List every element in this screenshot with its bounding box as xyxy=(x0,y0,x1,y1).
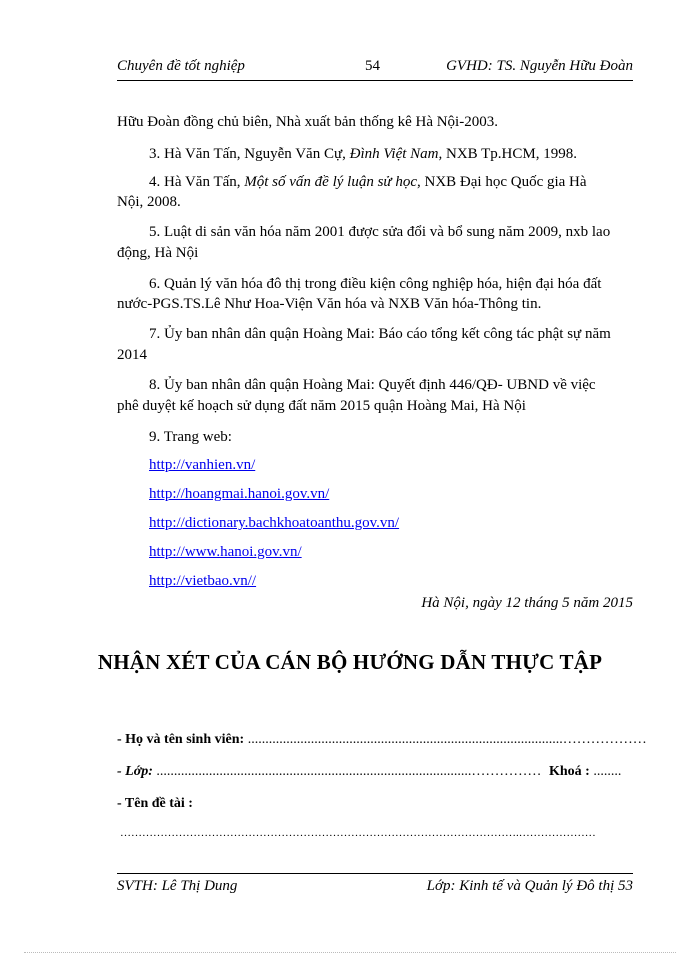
faculty-label: Khoá : xyxy=(549,764,590,779)
topic-label: - Tên đề tài : xyxy=(117,796,193,811)
reference-4-line2: Nội, 2008. xyxy=(117,194,181,210)
header-doc-type: Chuyên đề tốt nghiệp xyxy=(117,58,245,74)
link-dictionary[interactable]: http://dictionary.bachkhoatoanthu.gov.vn/ xyxy=(149,515,400,531)
faculty-blank: ........ xyxy=(589,764,622,779)
reference-3-title: Đình Việt Nam, xyxy=(349,146,443,162)
faculty-field xyxy=(549,764,621,780)
footer-student: SVTH: Lê Thị Dung xyxy=(117,878,238,894)
reference-4-title: Một số vấn đề lý luận sử học xyxy=(244,174,417,190)
reference-4-publisher: , NXB Đại học Quốc gia Hà xyxy=(417,174,587,190)
page-bottom-divider xyxy=(24,952,676,953)
reference-3-publisher: NXB Tp.HCM, 1998. xyxy=(442,146,577,162)
reference-6-line2: nước-PGS.TS.Lê Như Hoa-Viện Văn hóa và NXB Văn hóa-Thông tin. xyxy=(117,296,542,312)
student-name-blank: ..........................................................................................……………… xyxy=(244,732,647,747)
topic-blank: ……………………………………………………………………………………………….………………… xyxy=(120,827,596,839)
link-vanhien[interactable]: http://vanhien.vn/ xyxy=(149,457,256,473)
reference-3 xyxy=(149,146,577,163)
reference-6-line1: 6. Quản lý văn hóa đô thị trong điều kiện công nghiệp hóa, hiện đại hóa đất xyxy=(149,276,602,292)
page-header xyxy=(117,58,633,81)
class-label: - Lớp: xyxy=(117,764,153,779)
reference-5-line1: 5. Luật di sản văn hóa năm 2001 được sửa đổi và bổ sung năm 2009, nxb lao xyxy=(149,224,611,240)
signing-date: Hà Nội, ngày 12 tháng 5 năm 2015 xyxy=(421,595,633,611)
reference-4 xyxy=(149,174,587,191)
header-advisor: GVHD: TS. Nguyễn Hữu Đoàn xyxy=(446,58,633,74)
reference-8-line2: phê duyệt kế hoạch sử dụng đất năm 2015 quận Hoàng Mai, Hà Nội xyxy=(117,398,526,414)
footer-class: Lớp: Kinh tế và Quản lý Đô thị 53 xyxy=(426,878,633,894)
reference-7-line1: 7. Ủy ban nhân dân quận Hoàng Mai: Báo cáo tổng kết công tác phật sự năm xyxy=(149,326,611,342)
reference-8-line1: 8. Ủy ban nhân dân quận Hoàng Mai: Quyết định 446/QĐ- UBND về việc xyxy=(149,377,596,393)
student-name-label: - Họ và tên sinh viên: xyxy=(117,732,245,747)
class-field xyxy=(117,764,541,780)
class-blank: ..........................................................................................…………… xyxy=(152,764,542,779)
link-hoangmai[interactable]: http://hoangmai.hanoi.gov.vn/ xyxy=(149,486,330,502)
link-hanoi[interactable]: http://www.hanoi.gov.vn/ xyxy=(149,544,302,560)
page-footer xyxy=(117,873,633,896)
reference-7-line2: 2014 xyxy=(117,347,147,363)
link-vietbao[interactable]: http://vietbao.vn// xyxy=(149,573,257,589)
student-name-field xyxy=(117,732,647,748)
reference-3-authors: 3. Hà Văn Tấn, Nguyễn Văn Cự, xyxy=(149,146,350,162)
reference-2-continued: Hữu Đoàn đồng chủ biên, Nhà xuất bản thống kê Hà Nội-2003. xyxy=(117,114,498,130)
section-title: NHẬN XÉT CỦA CÁN BỘ HƯỚNG DẪN THỰC TẬP xyxy=(97,650,603,674)
reference-5-line2: động, Hà Nội xyxy=(117,245,199,261)
reference-9: 9. Trang web: xyxy=(149,429,232,445)
reference-4-authors: 4. Hà Văn Tấn, xyxy=(149,174,245,190)
page-number: 54 xyxy=(365,58,380,74)
topic-field xyxy=(117,796,193,812)
